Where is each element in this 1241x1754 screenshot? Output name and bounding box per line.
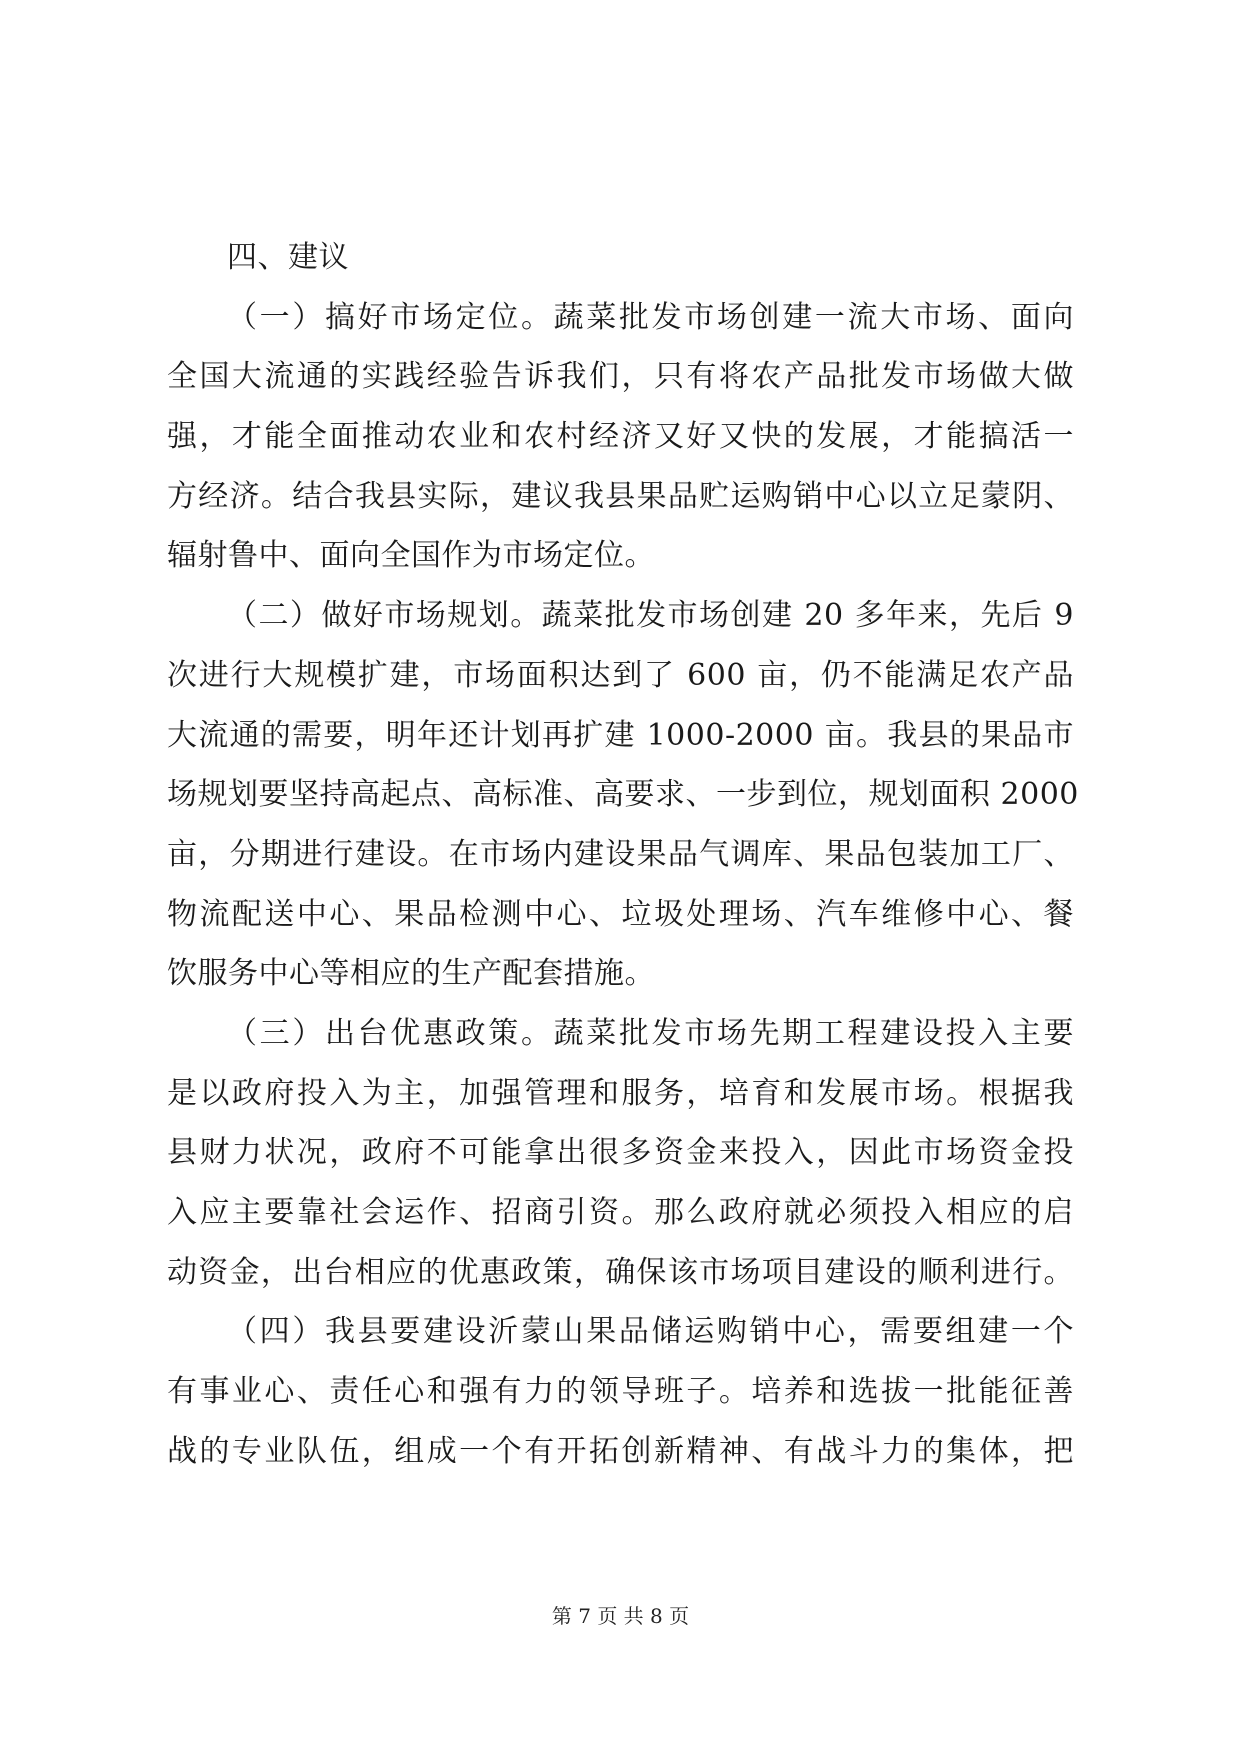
paragraph-line: 入应主要靠社会运作、招商引资。那么政府就必须投入相应的启 [167, 1195, 1074, 1230]
paragraph-line: 亩，分期进行建设。在市场内建设果品气调库、果品包装加工厂、 [167, 836, 1074, 872]
paragraph-line: 是以政府投入为主，加强管理和服务，培育和发展市场。根据我 [167, 1075, 1074, 1111]
paragraph-line: 大流通的需要，明年还计划再扩建 1000-2000 亩。我县的果品市 [167, 717, 1074, 753]
document-body [167, 228, 1079, 1481]
paragraph-line: 动资金，出台相应的优惠政策，确保该市场项目建设的顺利进行。 [167, 1254, 1074, 1290]
paragraph-line: 方经济。结合我县实际，建议我县果品贮运购销中心以立足蒙阴、 [167, 478, 1074, 514]
paragraph-line: （四）我县要建设沂蒙山果品储运购销中心，需要组建一个 [227, 1314, 1074, 1350]
paragraph-line: 饮服务中心等相应的生产配套措施。 [167, 956, 655, 992]
paragraph-line: 强，才能全面推动农业和农村经济又好又快的发展，才能搞活一 [167, 419, 1074, 455]
paragraph-line: 全国大流通的实践经验告诉我们，只有将农产品批发市场做大做 [167, 359, 1074, 395]
paragraph-line: （二）做好市场规划。蔬菜批发市场创建 20 多年来，先后 9 [227, 598, 1074, 634]
page-number-footer: 第 7 页 共 8 页 [551, 1604, 690, 1628]
paragraph-line: 次进行大规模扩建，市场面积达到了 600 亩，仍不能满足农产品 [167, 657, 1074, 693]
paragraph-line: 物流配送中心、果品检测中心、垃圾处理场、汽车维修中心、餐 [167, 896, 1074, 932]
paragraph-line: 战的专业队伍，组成一个有开拓创新精神、有战斗力的集体，把 [167, 1433, 1074, 1469]
paragraph-line: 县财力状况，政府不可能拿出很多资金来投入，因此市场资金投 [167, 1135, 1074, 1171]
paragraph-line: （三）出台优惠政策。蔬菜批发市场先期工程建设投入主要 [227, 1015, 1074, 1051]
paragraph-line: （一）搞好市场定位。蔬菜批发市场创建一流大市场、面向 [227, 299, 1074, 335]
paragraph-line: 有事业心、责任心和强有力的领导班子。培养和选拔一批能征善 [167, 1374, 1074, 1410]
section-heading: 四、建议 [227, 240, 349, 275]
paragraph-line: 场规划要坚持高起点、高标准、高要求、一步到位，规划面积 2000 [167, 777, 1079, 813]
paragraph-line: 辐射鲁中、面向全国作为市场定位。 [167, 538, 655, 574]
